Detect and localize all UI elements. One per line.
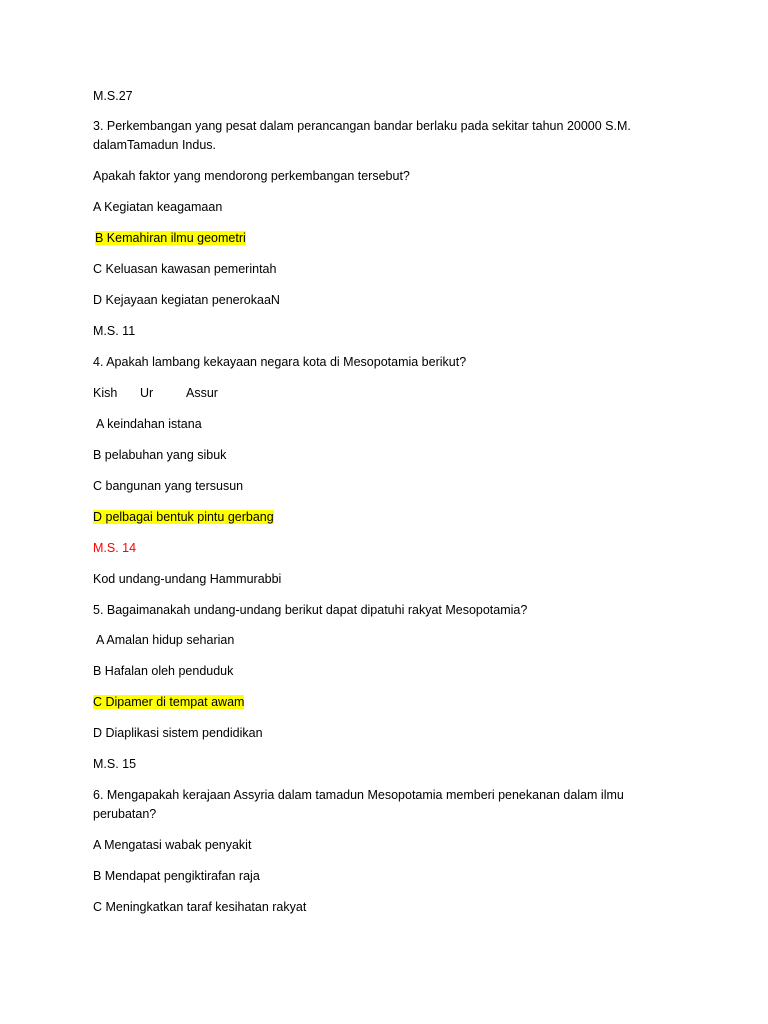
q6-option-a: A Mengatasi wabak penyakit: [93, 838, 252, 852]
q6-option-c: C Meningkatkan taraf kesihatan rakyat: [93, 900, 307, 914]
answer-highlight: C Dipamer di tempat awam: [93, 695, 245, 709]
q4-option-a: A keindahan istana: [96, 417, 202, 431]
section-label-ms15: M.S. 15: [93, 757, 137, 771]
q3-option-b-answer: [95, 230, 246, 246]
question-5-context: Kod undang-undang Hammurabbi: [93, 572, 282, 586]
q5-option-c-answer: [93, 694, 244, 710]
answer-highlight: D pelbagai bentuk pintu gerbang: [93, 510, 274, 524]
question-6-text: 6. Mengapakah kerajaan Assyria dalam tamadun Mesopotamia memberi penekanan dalam ilmu perubatan?: [93, 788, 624, 821]
q4-option-b: B pelabuhan yang sibuk: [93, 448, 227, 462]
section-label-ms27: M.S.27: [93, 89, 133, 103]
question-3-text: 3. Perkembangan yang pesat dalam perancangan bandar berlaku pada sekitar tahun 20000 S.M. dalamTamadun Indus.: [93, 119, 631, 152]
city-name: Ur: [140, 386, 154, 400]
q5-option-b: B Hafalan oleh penduduk: [93, 664, 234, 678]
q4-city-list: [93, 385, 218, 401]
q3-option-c: C Keluasan kawasan pemerintah: [93, 262, 277, 276]
city-name: Kish: [93, 386, 118, 400]
answer-highlight: B Kemahiran ilmu geometri: [95, 231, 246, 245]
question-3-prompt: Apakah faktor yang mendorong perkembangan tersebut?: [93, 169, 410, 183]
city-name: Assur: [186, 386, 218, 400]
q5-option-d: D Diaplikasi sistem pendidikan: [93, 726, 263, 740]
section-label-ms11: M.S. 11: [93, 324, 136, 338]
q3-option-d: D Kejayaan kegiatan penerokaaN: [93, 293, 280, 307]
q4-option-d-answer: [93, 509, 274, 525]
question-5-text: 5. Bagaimanakah undang-undang berikut dapat dipatuhi rakyat Mesopotamia?: [93, 603, 528, 617]
q3-option-a: A Kegiatan keagamaan: [93, 200, 223, 214]
question-4-text: 4. Apakah lambang kekayaan negara kota di Mesopotamia berikut?: [93, 355, 467, 369]
q5-option-a: A Amalan hidup seharian: [96, 633, 235, 647]
section-label-ms14: M.S. 14: [93, 541, 137, 555]
q6-option-b: B Mendapat pengiktirafan raja: [93, 869, 260, 883]
q4-option-c: C bangunan yang tersusun: [93, 479, 244, 493]
